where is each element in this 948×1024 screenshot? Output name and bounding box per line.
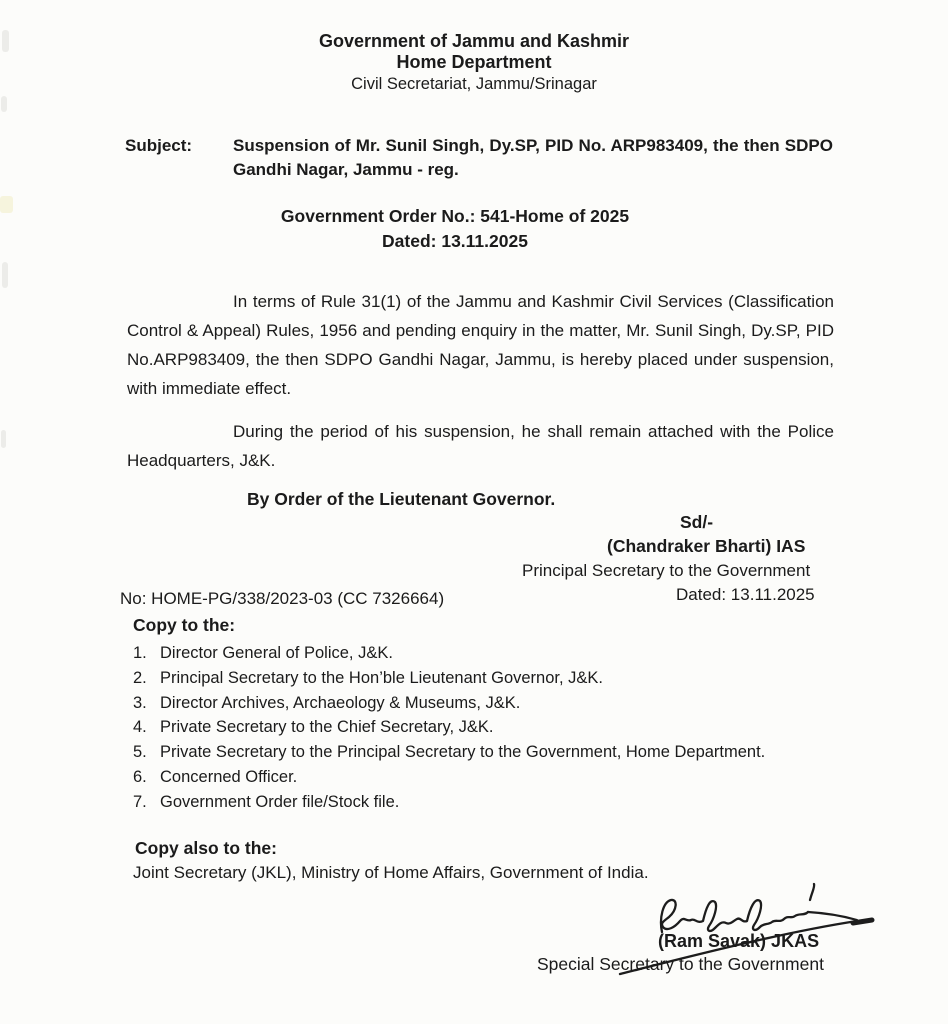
list-number: 5. bbox=[133, 743, 147, 762]
list-text: Principal Secretary to the Hon’ble Lieutenant Governor, J&K. bbox=[160, 668, 603, 687]
list-text: Director General of Police, J&K. bbox=[160, 644, 393, 662]
attachment-paragraph: During the period of his suspension, he shall remain attached with the Police Headquarters, J&K. bbox=[127, 422, 834, 470]
list-number: 3. bbox=[133, 693, 147, 712]
list-item bbox=[133, 641, 883, 666]
list-text: Director Archives, Archaeology & Museums, J&K. bbox=[160, 693, 521, 712]
org-name: Government of Jammu and Kashmir bbox=[318, 31, 630, 51]
scan-artifact bbox=[0, 196, 13, 213]
signatory-date: Dated: 13.11.2025 bbox=[676, 585, 815, 604]
reference-number: No: HOME-PG/338/2023-03 (CC 7326664) bbox=[120, 589, 445, 608]
signatory-designation: Principal Secretary to the Government bbox=[522, 561, 811, 580]
list-number: 2. bbox=[133, 668, 147, 687]
by-order-line: By Order of the Lieutenant Governor. bbox=[247, 489, 556, 509]
list-item bbox=[133, 715, 883, 740]
list-text: Concerned Officer. bbox=[160, 767, 298, 786]
scan-artifact bbox=[2, 262, 8, 288]
sd-line: Sd/- bbox=[680, 512, 714, 532]
list-text: Private Secretary to the Chief Secretary, J&K. bbox=[160, 718, 494, 737]
list-number: 6. bbox=[133, 767, 147, 786]
signature-end-dash bbox=[853, 920, 872, 923]
order-heading bbox=[130, 204, 780, 254]
letterhead bbox=[0, 31, 948, 95]
scan-artifact bbox=[1, 96, 7, 112]
order-date-line: Dated: 13.11.2025 bbox=[382, 231, 528, 251]
list-text: Government Order file/Stock file. bbox=[160, 792, 400, 811]
list-item bbox=[133, 666, 883, 691]
secretariat-line: Civil Secretariat, Jammu/Srinagar bbox=[351, 75, 597, 93]
signature-apostrophe-stroke bbox=[810, 884, 814, 900]
signatory-name: (Chandraker Bharti) IAS bbox=[607, 536, 806, 556]
list-number: 7. bbox=[133, 792, 147, 811]
order-number-line: Government Order No.: 541-Home of 2025 bbox=[280, 206, 630, 226]
suspension-paragraph: In terms of Rule 31(1) of the Jammu and Kashmir Civil Services (Classification Control & Appeal) Rules, 1956 and pending enquiry in the matter, Mr. Sunil Singh, Dy.SP, PID No.ARP983409, the then SDPO Gandhi Nagar, Jammu, is hereby placed under suspension, with immediate effect. bbox=[127, 292, 834, 398]
list-item bbox=[133, 691, 883, 716]
list-item bbox=[133, 790, 883, 815]
subject-row bbox=[125, 134, 837, 182]
copy-also-heading: Copy also to the: bbox=[135, 838, 277, 858]
signature-script-stroke bbox=[661, 900, 808, 932]
copy-also-recipient: Joint Secretary (JKL), Ministry of Home Affairs, Government of India. bbox=[133, 863, 649, 882]
list-item bbox=[133, 765, 883, 790]
subject-label: Subject: bbox=[125, 136, 193, 155]
subject-text: Suspension of Mr. Sunil Singh, Dy.SP, PID No. ARP983409, the then SDPO Gandhi Nagar, Jammu - reg. bbox=[233, 136, 833, 179]
dept-name: Home Department bbox=[396, 52, 552, 72]
footer-signatory-name: (Ram Savak) JKAS bbox=[658, 931, 820, 951]
signature-tail-stroke bbox=[808, 912, 857, 920]
list-item bbox=[133, 740, 883, 765]
list-number: 1. bbox=[133, 644, 147, 662]
list-text: Private Secretary to the Principal Secretary to the Government, Home Department. bbox=[160, 743, 766, 762]
list-number: 4. bbox=[133, 718, 147, 737]
footer-signatory-designation: Special Secretary to the Government bbox=[537, 954, 824, 974]
copy-to-heading: Copy to the: bbox=[133, 615, 236, 635]
copy-to-list bbox=[133, 641, 883, 815]
scan-artifact bbox=[1, 430, 6, 448]
